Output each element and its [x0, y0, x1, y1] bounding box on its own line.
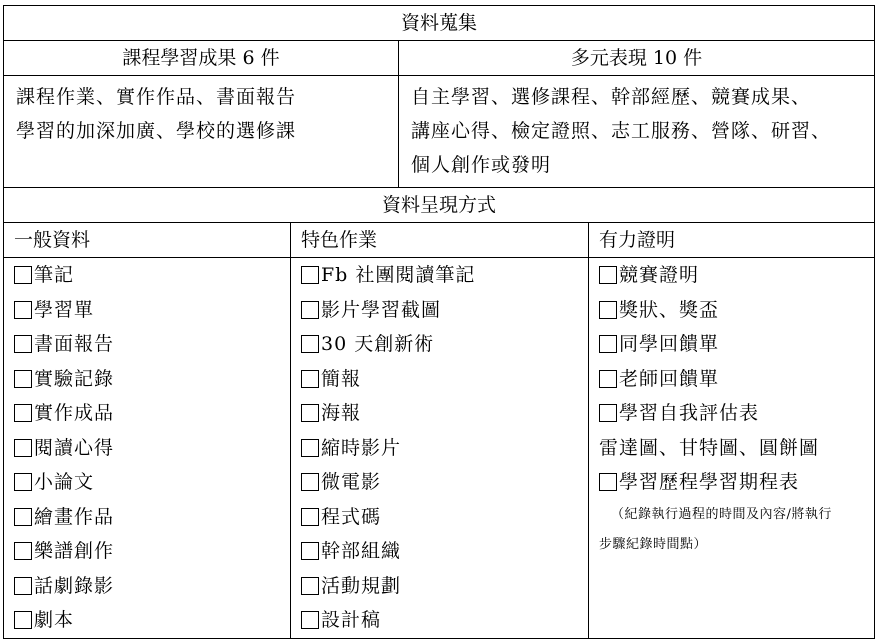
course-outcomes-cell	[4, 76, 399, 188]
checkbox-label: 樂譜創作	[34, 540, 115, 563]
checkbox-label: 學習單	[34, 298, 95, 321]
checkbox-icon[interactable]	[301, 266, 319, 284]
checkbox-item[interactable]	[14, 465, 290, 500]
strong-proof-header: 有力證明	[589, 223, 875, 258]
strong-proof-list	[589, 258, 875, 639]
checkbox-icon[interactable]	[301, 611, 319, 629]
checkbox-item[interactable]	[14, 534, 290, 569]
checkbox-icon[interactable]	[301, 404, 319, 422]
diverse-performance-header: 多元表現 10 件	[399, 41, 875, 76]
checkbox-label: 繪畫作品	[34, 505, 115, 528]
checkbox-icon[interactable]	[599, 266, 617, 284]
checkbox-icon[interactable]	[14, 577, 32, 595]
checkbox-icon[interactable]	[301, 577, 319, 595]
checkbox-label: 同學回饋單	[619, 333, 720, 356]
checkbox-label: 程式碼	[321, 505, 382, 528]
section-title-presentation: 資料呈現方式	[4, 188, 875, 223]
checkbox-item[interactable]	[301, 603, 588, 638]
checkbox-item[interactable]	[301, 258, 588, 293]
checkbox-label: 設計稿	[321, 609, 382, 632]
checkbox-icon[interactable]	[14, 508, 32, 526]
checkbox-item[interactable]	[301, 327, 588, 362]
checkbox-item[interactable]	[14, 603, 290, 638]
checkbox-item[interactable]	[599, 396, 874, 431]
checkbox-icon[interactable]	[14, 473, 32, 491]
checkbox-item[interactable]	[301, 500, 588, 535]
course-outcomes-header: 課程學習成果 6 件	[4, 41, 399, 76]
checkbox-item[interactable]	[599, 327, 874, 362]
checkbox-icon[interactable]	[301, 542, 319, 560]
checkbox-item[interactable]	[14, 569, 290, 604]
checkbox-label: 實作成品	[34, 402, 115, 425]
checkbox-icon[interactable]	[14, 370, 32, 388]
checkbox-icon[interactable]	[599, 404, 617, 422]
schedule-note: 步驟紀錄時間點）	[599, 536, 708, 552]
checkbox-icon[interactable]	[14, 266, 32, 284]
checkbox-item[interactable]	[301, 396, 588, 431]
checkbox-label: 簡報	[321, 367, 362, 390]
diverse-performance-cell	[399, 76, 875, 188]
checkbox-label: 活動規劃	[321, 574, 402, 597]
checkbox-label: 小論文	[34, 471, 95, 494]
checkbox-item[interactable]	[14, 500, 290, 535]
chart-types-label: 雷達圖、甘特圖、圓餅圖	[599, 436, 820, 459]
checkbox-item[interactable]	[599, 293, 874, 328]
checkbox-icon[interactable]	[14, 301, 32, 319]
checkbox-icon[interactable]	[301, 439, 319, 457]
checkbox-icon[interactable]	[301, 335, 319, 353]
checkbox-icon[interactable]	[14, 404, 32, 422]
checkbox-label: 話劇錄影	[34, 574, 115, 597]
portfolio-table	[3, 5, 875, 639]
chart-types-line	[599, 431, 874, 466]
checkbox-icon[interactable]	[599, 473, 617, 491]
checkbox-item[interactable]	[599, 258, 874, 293]
checkbox-item[interactable]	[14, 431, 290, 466]
checkbox-label: 書面報告	[34, 333, 115, 356]
checkbox-label: 學習歷程學習期程表	[619, 471, 800, 494]
checkbox-icon[interactable]	[301, 473, 319, 491]
checkbox-label: 劇本	[34, 609, 75, 632]
course-outcomes-line: 課程作業、實作作品、書面報告	[16, 86, 297, 108]
checkbox-icon[interactable]	[14, 439, 32, 457]
checkbox-icon[interactable]	[599, 335, 617, 353]
checkbox-label: 筆記	[34, 264, 75, 287]
checkbox-label: Fb 社團閱讀筆記	[321, 264, 476, 287]
checkbox-label: 獎狀、獎盃	[619, 298, 720, 321]
checkbox-item[interactable]	[301, 465, 588, 500]
checkbox-label: 實驗記錄	[34, 367, 115, 390]
checkbox-item[interactable]	[14, 258, 290, 293]
checkbox-item[interactable]	[301, 293, 588, 328]
diverse-performance-line: 自主學習、選修課程、幹部經歷、競賽成果、	[411, 86, 812, 108]
checkbox-icon[interactable]	[14, 611, 32, 629]
checkbox-item[interactable]	[599, 362, 874, 397]
checkbox-label: 幹部組織	[321, 540, 402, 563]
checkbox-label: 微電影	[321, 471, 382, 494]
special-work-list	[291, 258, 589, 639]
checkbox-icon[interactable]	[599, 301, 617, 319]
checkbox-item[interactable]	[14, 396, 290, 431]
checkbox-item[interactable]	[301, 534, 588, 569]
general-data-header: 一般資料	[4, 223, 291, 258]
checkbox-item[interactable]	[301, 569, 588, 604]
special-work-header: 特色作業	[291, 223, 589, 258]
checkbox-icon[interactable]	[301, 370, 319, 388]
diverse-performance-line: 講座心得、檢定證照、志工服務、營隊、研習、	[411, 120, 832, 142]
checkbox-label: 老師回饋單	[619, 367, 720, 390]
checkbox-item[interactable]	[14, 362, 290, 397]
checkbox-label: 競賽證明	[619, 264, 700, 287]
checkbox-label: 閱讀心得	[34, 436, 115, 459]
schedule-note: （紀錄執行過程的時間及內容/將執行	[611, 506, 832, 522]
checkbox-icon[interactable]	[14, 335, 32, 353]
diverse-performance-line: 個人創作或發明	[411, 154, 552, 176]
checkbox-icon[interactable]	[599, 370, 617, 388]
checkbox-label: 縮時影片	[321, 436, 402, 459]
checkbox-label: 影片學習截圖	[321, 298, 442, 321]
section-title-collection: 資料蒐集	[4, 6, 875, 41]
checkbox-item[interactable]	[301, 431, 588, 466]
checkbox-item[interactable]	[301, 362, 588, 397]
checkbox-icon[interactable]	[14, 542, 32, 560]
checkbox-item[interactable]	[14, 327, 290, 362]
general-data-list	[4, 258, 291, 639]
checkbox-icon[interactable]	[301, 301, 319, 319]
checkbox-item[interactable]	[14, 293, 290, 328]
checkbox-label: 海報	[321, 402, 362, 425]
checkbox-item[interactable]	[599, 465, 874, 500]
course-outcomes-line: 學習的加深加廣、學校的選修課	[16, 120, 297, 142]
checkbox-icon[interactable]	[301, 508, 319, 526]
checkbox-label: 學習自我評估表	[619, 402, 760, 425]
checkbox-label: 30 天創新術	[321, 333, 435, 356]
